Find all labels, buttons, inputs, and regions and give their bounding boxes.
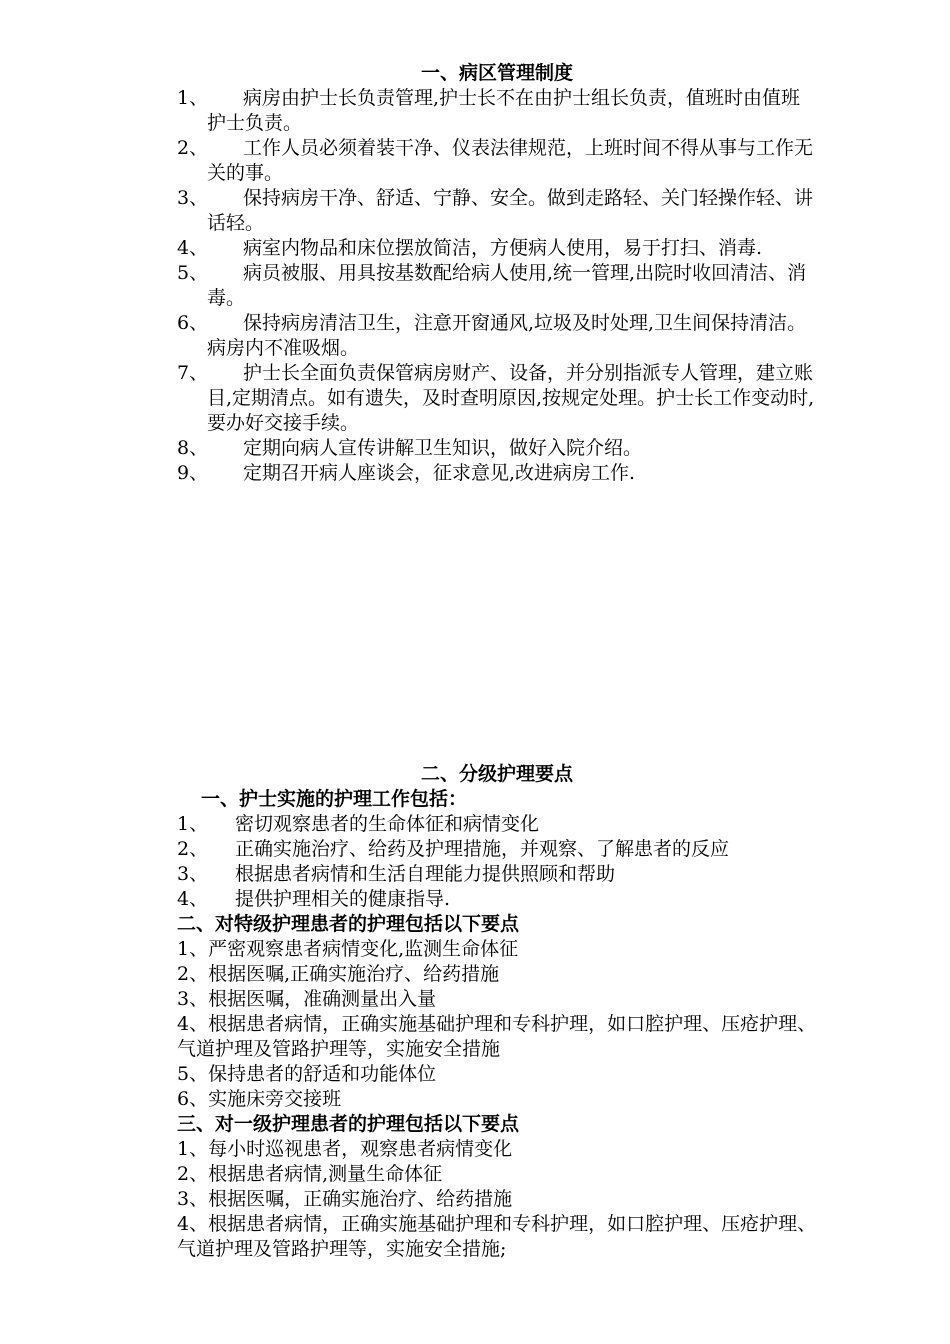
list-item: 3、根据医嘱，准确测量出入量 — [177, 988, 437, 1010]
section-title: 二、分级护理要点 — [420, 763, 573, 785]
nursing-levels-section — [177, 762, 817, 1262]
list-item: 3、根据医嘱，正确实施治疗、给药措施 — [177, 1188, 513, 1210]
item-number: 3、 — [177, 863, 209, 885]
item-number: 8、 — [177, 437, 209, 459]
item-text: 保持病房干净、舒适、宁静、安全。做到走路轻、关门轻操作轻、讲话轻。 — [207, 187, 814, 234]
item-text: 病室内物品和床位摆放简洁，方便病人使用，易于打扫、消毒. — [243, 237, 763, 259]
item-text: 根据患者病情和生活自理能力提供照顾和帮助 — [235, 863, 616, 885]
list-item — [177, 887, 817, 912]
ward-management-section — [177, 61, 817, 486]
section-title: 一、病区管理制度 — [420, 62, 573, 84]
list-item — [177, 361, 817, 436]
list-item — [177, 86, 817, 136]
list-item — [177, 436, 817, 461]
list-item — [177, 461, 817, 486]
list-item — [177, 812, 817, 837]
item-text: 提供护理相关的健康指导. — [235, 888, 451, 910]
item-text: 工作人员必须着装干净、仪表法律规范，上班时间不得从事与工作无关的事。 — [207, 137, 814, 184]
item-number: 5、 — [177, 262, 209, 284]
list-item — [177, 136, 817, 186]
list-item — [177, 862, 817, 887]
item-number: 9、 — [177, 462, 209, 484]
list-item — [177, 261, 817, 311]
item-text: 病员被服、用具按基数配给病人使用,统一管理,出院时收回清洁、消毒。 — [207, 262, 807, 309]
list-item: 4、根据患者病情，正确实施基础护理和专科护理，如口腔护理、压疮护理、气道护理及管路护理等，实施安全措施; — [177, 1213, 817, 1260]
item-number: 6、 — [177, 312, 209, 334]
list-item: 4、根据患者病情，正确实施基础护理和专科护理，如口腔护理、压疮护理、气道护理及管路护理等，实施安全措施 — [177, 1013, 817, 1060]
list-item: 6、实施床旁交接班 — [177, 1088, 342, 1110]
item-text: 病房由护士长负责管理,护士长不在由护士组长负责，值班时由值班护士负责。 — [207, 87, 801, 134]
list-item — [177, 236, 817, 261]
item-number: 1、 — [177, 87, 209, 109]
item-text: 正确实施治疗、给药及护理措施，并观察、了解患者的反应 — [235, 838, 730, 860]
list-item: 2、根据医嘱,正确实施治疗、给药措施 — [177, 963, 500, 985]
item-text: 定期向病人宣传讲解卫生知识，做好入院介绍。 — [243, 437, 643, 459]
list-item: 1、每小时巡视患者，观察患者病情变化 — [177, 1138, 513, 1160]
list-item — [177, 837, 817, 862]
list-item: 2、根据患者病情,测量生命体征 — [177, 1163, 443, 1185]
subsection-heading: 二、对特级护理患者的护理包括以下要点 — [177, 913, 520, 935]
item-text: 定期召开病人座谈会，征求意见,改进病房工作. — [243, 462, 636, 484]
item-text: 密切观察患者的生命体征和病情变化 — [235, 813, 540, 835]
item-text: 护士长全面负责保管病房财产、设备，并分别指派专人管理，建立账目,定期清点。如有遗失，及时查明原因,按规定处理。护士长工作变动时,要办好交接手续。 — [207, 362, 815, 434]
item-number: 4、 — [177, 888, 209, 910]
subsection-heading: 一、护士实施的护理工作包括： — [201, 788, 468, 810]
item-number: 2、 — [177, 838, 209, 860]
list-item: 1、严密观察患者病情变化,监测生命体征 — [177, 938, 519, 960]
list-item: 5、保持患者的舒适和功能体位 — [177, 1063, 437, 1085]
item-number: 4、 — [177, 237, 209, 259]
item-number: 1、 — [177, 813, 209, 835]
item-number: 7、 — [177, 362, 209, 384]
subsection-heading: 三、对一级护理患者的护理包括以下要点 — [177, 1113, 520, 1135]
item-text: 保持病房清洁卫生，注意开窗通风,垃圾及时处理,卫生间保持清洁。病房内不准吸烟。 — [207, 312, 807, 359]
list-item — [177, 311, 817, 361]
item-number: 2、 — [177, 137, 209, 159]
list-item — [177, 186, 817, 236]
item-number: 3、 — [177, 187, 209, 209]
